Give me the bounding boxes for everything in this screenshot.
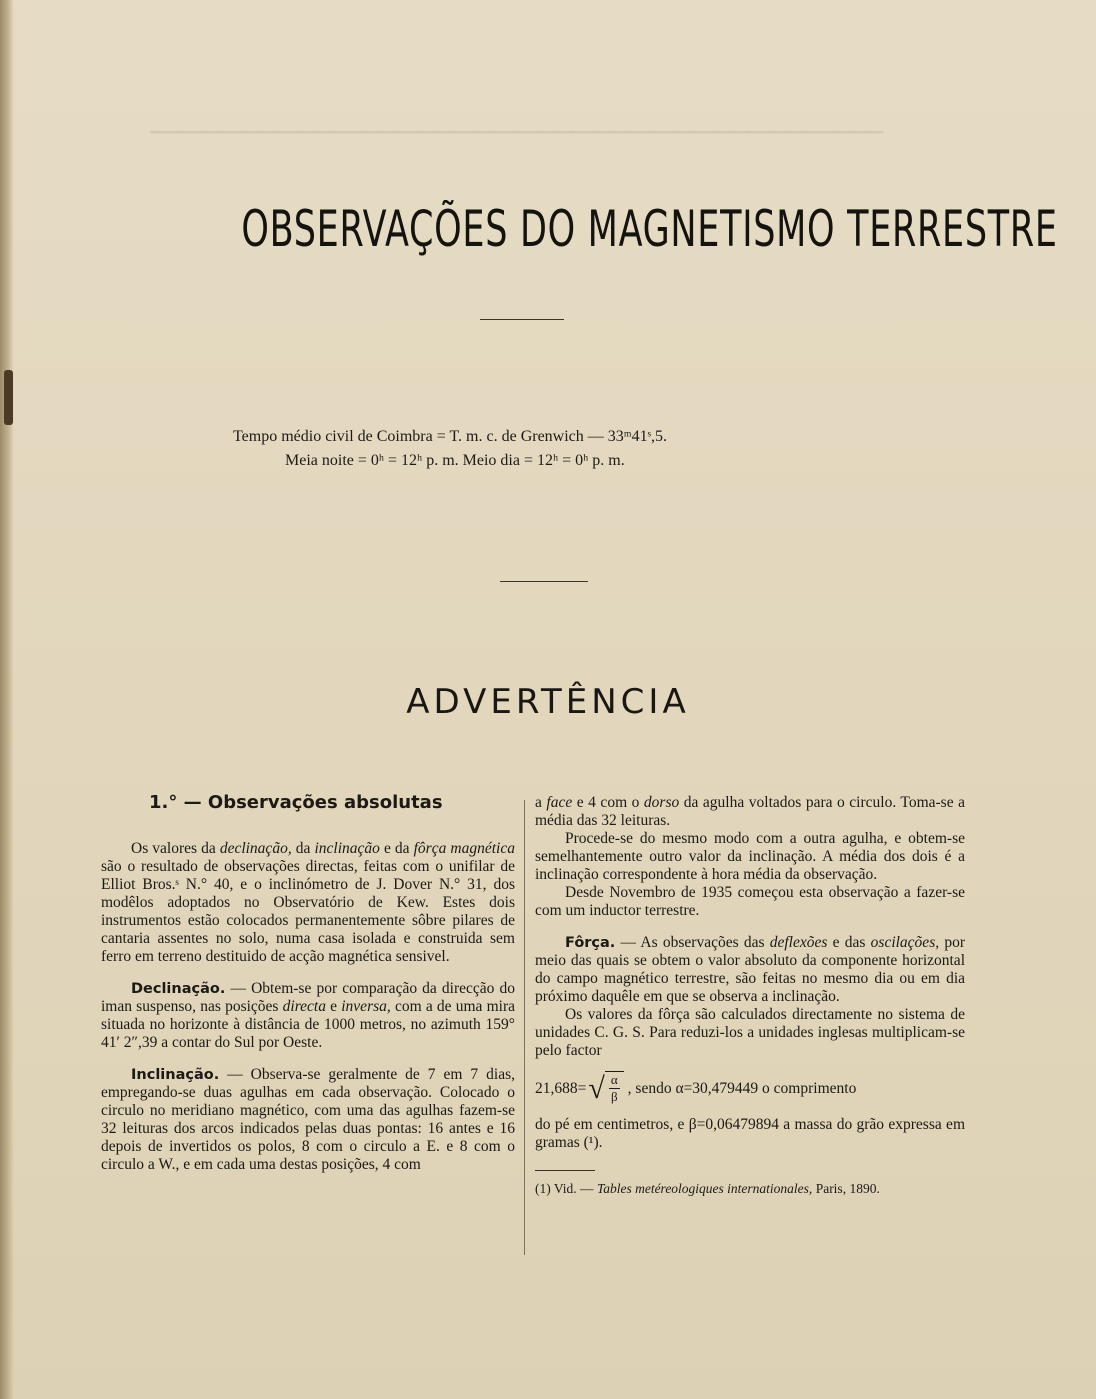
declinacao-paragraph: [101, 980, 515, 1052]
emphasis: declinação,: [219, 840, 292, 857]
text-run: e da: [379, 840, 414, 857]
text-run: da: [291, 840, 315, 857]
page-title: OBSERVAÇÕES DO MAGNETISMO TERRESTRE: [241, 200, 1058, 258]
binding-mark: [4, 370, 13, 425]
title-rule: [480, 319, 564, 320]
fraction-numerator: α: [610, 1072, 618, 1087]
advertencia-heading: ADVERTÊNCIA: [406, 682, 690, 722]
intro-paragraph: [101, 840, 515, 966]
emphasis: fôrça magnética: [413, 840, 515, 857]
units-paragraph: Os valores da fôrça são calculados directamente no sistema de unidades C. G. S. Para reduzi-los a unidades inglesas multiplicam-se pelo factor: [535, 1006, 965, 1059]
forca-paragraph: [535, 934, 965, 1006]
emphasis: Tables metéreologiques internationales,: [596, 1181, 813, 1196]
fraction: [605, 1071, 624, 1107]
inclinacao-paragraph: [101, 1066, 515, 1174]
forca-label: Fôrça.: [565, 935, 616, 951]
declinacao-label: Declinação.: [131, 981, 226, 997]
text-run: da agulha voltados para o circulo. Toma-se a média das 32 leituras.: [535, 794, 965, 829]
text-run: a: [535, 794, 547, 811]
section-title: 1.° — Observações absolutas: [149, 792, 443, 813]
text-run: com a de uma mira situada no horizonte à distância de 1000 metros, no azimuth 159° 41′ 2″,39 a contar do Sul por Oeste.: [101, 998, 515, 1051]
column-divider: [524, 800, 525, 1255]
fraction-denominator: β: [610, 1089, 618, 1104]
left-column: [101, 794, 515, 1174]
text-run: e das: [827, 934, 871, 951]
time-note-line-2: Meia noite = 0ʰ = 12ʰ p. m. Meio dia = 12ʰ = 0ʰ p. m.: [285, 452, 625, 469]
emphasis: deflexões: [769, 934, 828, 951]
text-run: (1) Vid. —: [535, 1181, 597, 1196]
section-rule: [500, 581, 588, 582]
emphasis: oscilações,: [870, 934, 940, 951]
emphasis: directa: [282, 998, 326, 1015]
text-run: — As observações das: [615, 934, 770, 951]
footnote: [535, 1181, 965, 1197]
time-note-line-1: Tempo médio civil de Coimbra = T. m. c. de Grenwich — 33ᵐ41ˢ,5.: [233, 428, 667, 445]
formula-rest: , sendo α=30,479449 o comprimento: [627, 1080, 857, 1097]
inclinacao-label: Inclinação.: [131, 1067, 220, 1083]
continuation-paragraph: [535, 794, 965, 830]
text-run: Os valores da: [131, 840, 220, 857]
show-through-texture: ━━━━━━━━━━━━━━━━━━━━━━━━━━━━━━━━━━━━━━━━━━━━━━━━━━━━━━━━━━━━━━━━━━━━━━━━━━━━━━━━━━━━━━━: [150, 125, 884, 141]
text-run: e: [325, 998, 342, 1015]
text-run: são o resultado de observações directas, feitas com o unifilar de Elliot Bros.ˢ N.° 40, e o inclinómetro de J. Dover N.° 31, dos modêlos adoptados no Observatório de Kew. Estes dois instrumentos estão colocados permanentemente sôbre pilares de cantaria assentes no solo, numa casa isolada e construida sem ferro em terreno destituido de acção magnética sensivel.: [101, 858, 515, 965]
second-needle-paragraph: Procede-se do mesmo modo com a outra agulha, e obtem-se semelhantemente outro valor da inclinação. A média dos dois é a inclinação correspondente à hora média da observação.: [535, 830, 965, 883]
text-run: — Observa-se geralmente de 7 em 7 dias, empregando-se duas agulhas em cada observação. Colocado o circulo no meridiano magnético, com uma das agulhas fazem-se 32 leituras dos arcos indicados pelas duas pontas: 16 antes e 16 depois de invertidos os polos, 8 com o circulo a E. e 8 com o circulo a W., e em cada uma destas posições, 4 com: [101, 1066, 515, 1173]
grain-paragraph: do pé em centimetros, e β=0,06479894 a massa do grão expressa em gramas (¹).: [535, 1116, 965, 1151]
emphasis: face: [546, 794, 573, 811]
inductor-paragraph: Desde Novembro de 1935 começou esta observação a fazer-se com um inductor terrestre.: [535, 884, 965, 919]
text-run: Paris, 1890.: [812, 1181, 880, 1196]
conversion-formula: [535, 1066, 965, 1112]
text-run: — Obtem-se por comparação da direcção do iman suspenso, nas posições: [101, 980, 515, 1015]
text-run: e 4 com o: [572, 794, 644, 811]
footnote-rule: [535, 1170, 595, 1171]
emphasis: dorso: [643, 794, 680, 811]
square-root: [588, 1071, 623, 1107]
right-column: [535, 794, 965, 1197]
radical-sign: √: [588, 1072, 605, 1105]
emphasis: inversa,: [341, 998, 391, 1015]
text-run: por meio das quais se obtem o valor absoluto da componente horizontal do campo magnético terrestre, são feitas no mesmo dia ou em dia próximo daquêle em que se observa a inclinação.: [535, 934, 965, 1005]
formula-lhs: 21,688=: [535, 1080, 587, 1097]
emphasis: inclinação: [314, 840, 380, 857]
